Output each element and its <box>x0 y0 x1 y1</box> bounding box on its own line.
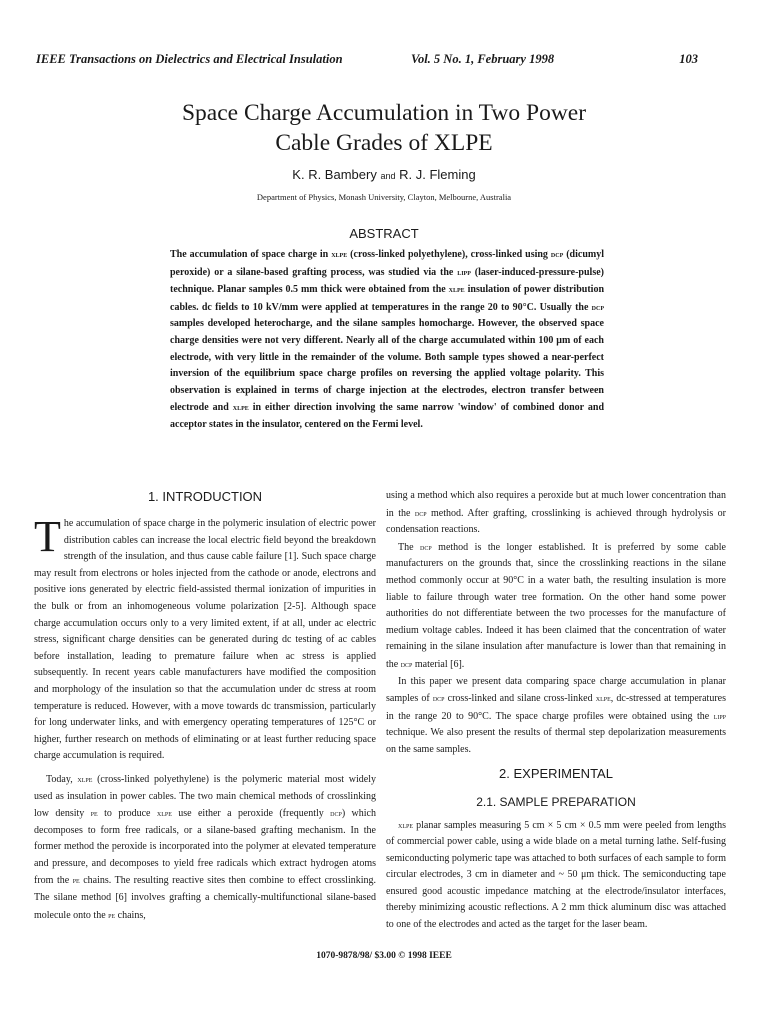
journal-name: IEEE Transactions on Dielectrics and Electrical Insulation <box>36 52 343 66</box>
section-heading-experimental: 2. EXPERIMENTAL <box>499 765 613 781</box>
paper-title <box>84 98 684 158</box>
running-header <box>36 52 698 70</box>
abstract-text: The accumulation of space charge in xlpe (cross-linked polyethylene), cross-linked using dcp (dicumyl peroxide) or a silane-based grafting process, was studied via the lipp (laser-induced-pressure-pulse) technique. Planar samples 0.5 mm thick were obtained from the xlpe insulation of power distribution cables. dc fields to 10 kV/mm were applied at temperatures in the range 20 to 90°C. Usually the dcp samples developed heterocharge, and the silane samples homocharge. However, the observed space charge densities were not very different. Nearly all of the charge accumulated within 100 μm of each electrode, with very little in the remainder of the volume. Both sample types showed a near-perfect inversion of the equilibrium space charge profiles on reversing the applied voltage polarity. This observation is explained in terms of charge injection at the electrodes, electron transfer between electrode and xlpe in either direction involving the same narrow 'window' of combined donor and acceptor states in the insulator, centered on the Fermi level. <box>170 249 605 430</box>
intro-paragraph-4: The dcp method is the longer established. It is preferred by some cable manufacturers on the grounds that, since the crosslinking reactions in the silane method commonly occur at 90°C in a water bath, the resulting insulation is more liable to failure through water tree formation. On the other hand some power authorities do not differentiate between the two processes for the manufacture of medium voltage cables. Indeed it has been claimed that the concentration of water remaining in the silane insulation after manufacture is lower than that remaining in the dcp material [6]. <box>386 541 726 670</box>
intro-paragraph-5: In this paper we present data comparing space charge accumulation in planar samples of dcp cross-linked and silane cross-linked xlpe, dc-stressed at temperatures in the range 20 to 90°C. The space charge profiles were obtained using the lipp technique. We also present the results of thermal step depolarization measurements on the same samples. <box>386 675 726 755</box>
experimental-paragraph-1: xlpe planar samples measuring 5 cm × 5 cm × 0.5 mm were peeled from lengths of commercial power cable, using a wide blade on a metal turning lathe. Self-fusing semiconducting polymeric tape was attached to both surfaces of each sample to form circular electrodes, 3 cm in diameter and ~ 50 μm thick. The semiconducting tape ensured good acoustic impedance matching at the electrode/insulator interfaces, thereby minimizing acoustic reflections. A 2 mm thick aluminum disc was attached to one of the electrodes and acted as the target for the laser beam. <box>386 819 726 931</box>
affiliation: Department of Physics, Monash University, Clayton, Melbourne, Australia <box>256 192 512 202</box>
author-and: and <box>380 171 396 181</box>
title-line-1: Space Charge Accumulation in Two Power <box>181 100 587 126</box>
section-heading-introduction: 1. INTRODUCTION <box>147 489 263 504</box>
intro-paragraph-1: The accumulation of space charge in the polymeric insulation of electric power distribution cables can increase the local electric field beyond the breakdown strength of the insulation, and thus cause cable failure [1]. Such space charge may result from electrons or holes injected from the cathode or anode, electrons and positive ions generated by electric field-assisted thermal ionization of impurities in the bulk or from an inhomogeneous volume polarization [2-5]. Although space charge accumulation occurs only to a very limited extent, if at all, under ac electric stress, significant charge densities can be generated during dc testing of ac cables before installation, leading to premature failure when ac stress is applied subsequently. In recent years cable manufacturers have modified the composition and morphology of the insulation so that the accumulation under dc stress at room temperature is reduced. However, with a move towards dc transmission, particularly for long underwater links, and with emergency operating temperatures of 125°C or higher, further research on methods of eliminating or at least further reducing space charge accumulation is required. <box>34 512 376 762</box>
subsection-heading-sample-preparation: 2.1. SAMPLE PREPARATION <box>476 794 636 809</box>
drop-cap: T <box>34 512 61 561</box>
volume-info: Vol. 5 No. 1, February 1998 <box>411 52 555 66</box>
intro-paragraph-3: using a method which also requires a peroxide but at much lower concentration than in the dcp method. After grafting, crosslinking is achieved through hydrolysis or condensation reactions. <box>386 490 726 536</box>
author-1: K. R. Bambery <box>292 167 377 182</box>
abstract-heading: ABSTRACT <box>349 226 419 241</box>
page-number: 103 <box>679 52 698 66</box>
left-column <box>34 488 376 924</box>
author-2: R. J. Fleming <box>399 167 476 182</box>
authors <box>84 167 684 182</box>
copyright-footer: 1070-9878/98/ $3.00 © 1998 IEEE <box>316 951 452 961</box>
intro-paragraph-2: Today, xlpe (cross-linked polyethylene) is the polymeric material most widely used as insulation in power cables. The two main chemical methods of crosslinking low density pe to produce xlpe use either a peroxide (frequently dcp) which decomposes to form free radicals, or a silane-based grafting mechanism. In the former method the peroxide is incorporated into the polymer at elevated temperature and pressure, and decomposes to yield free radicals which extract hydrogen atoms from the pe chains. The resulting reactive sites then combine to effect crosslinking. The silane method [6] involves grafting a chemically-multifunctional silane-based molecule onto the pe chains, <box>34 773 377 921</box>
title-line-2: Cable Grades of XLPE <box>275 130 493 156</box>
right-column <box>386 488 726 934</box>
